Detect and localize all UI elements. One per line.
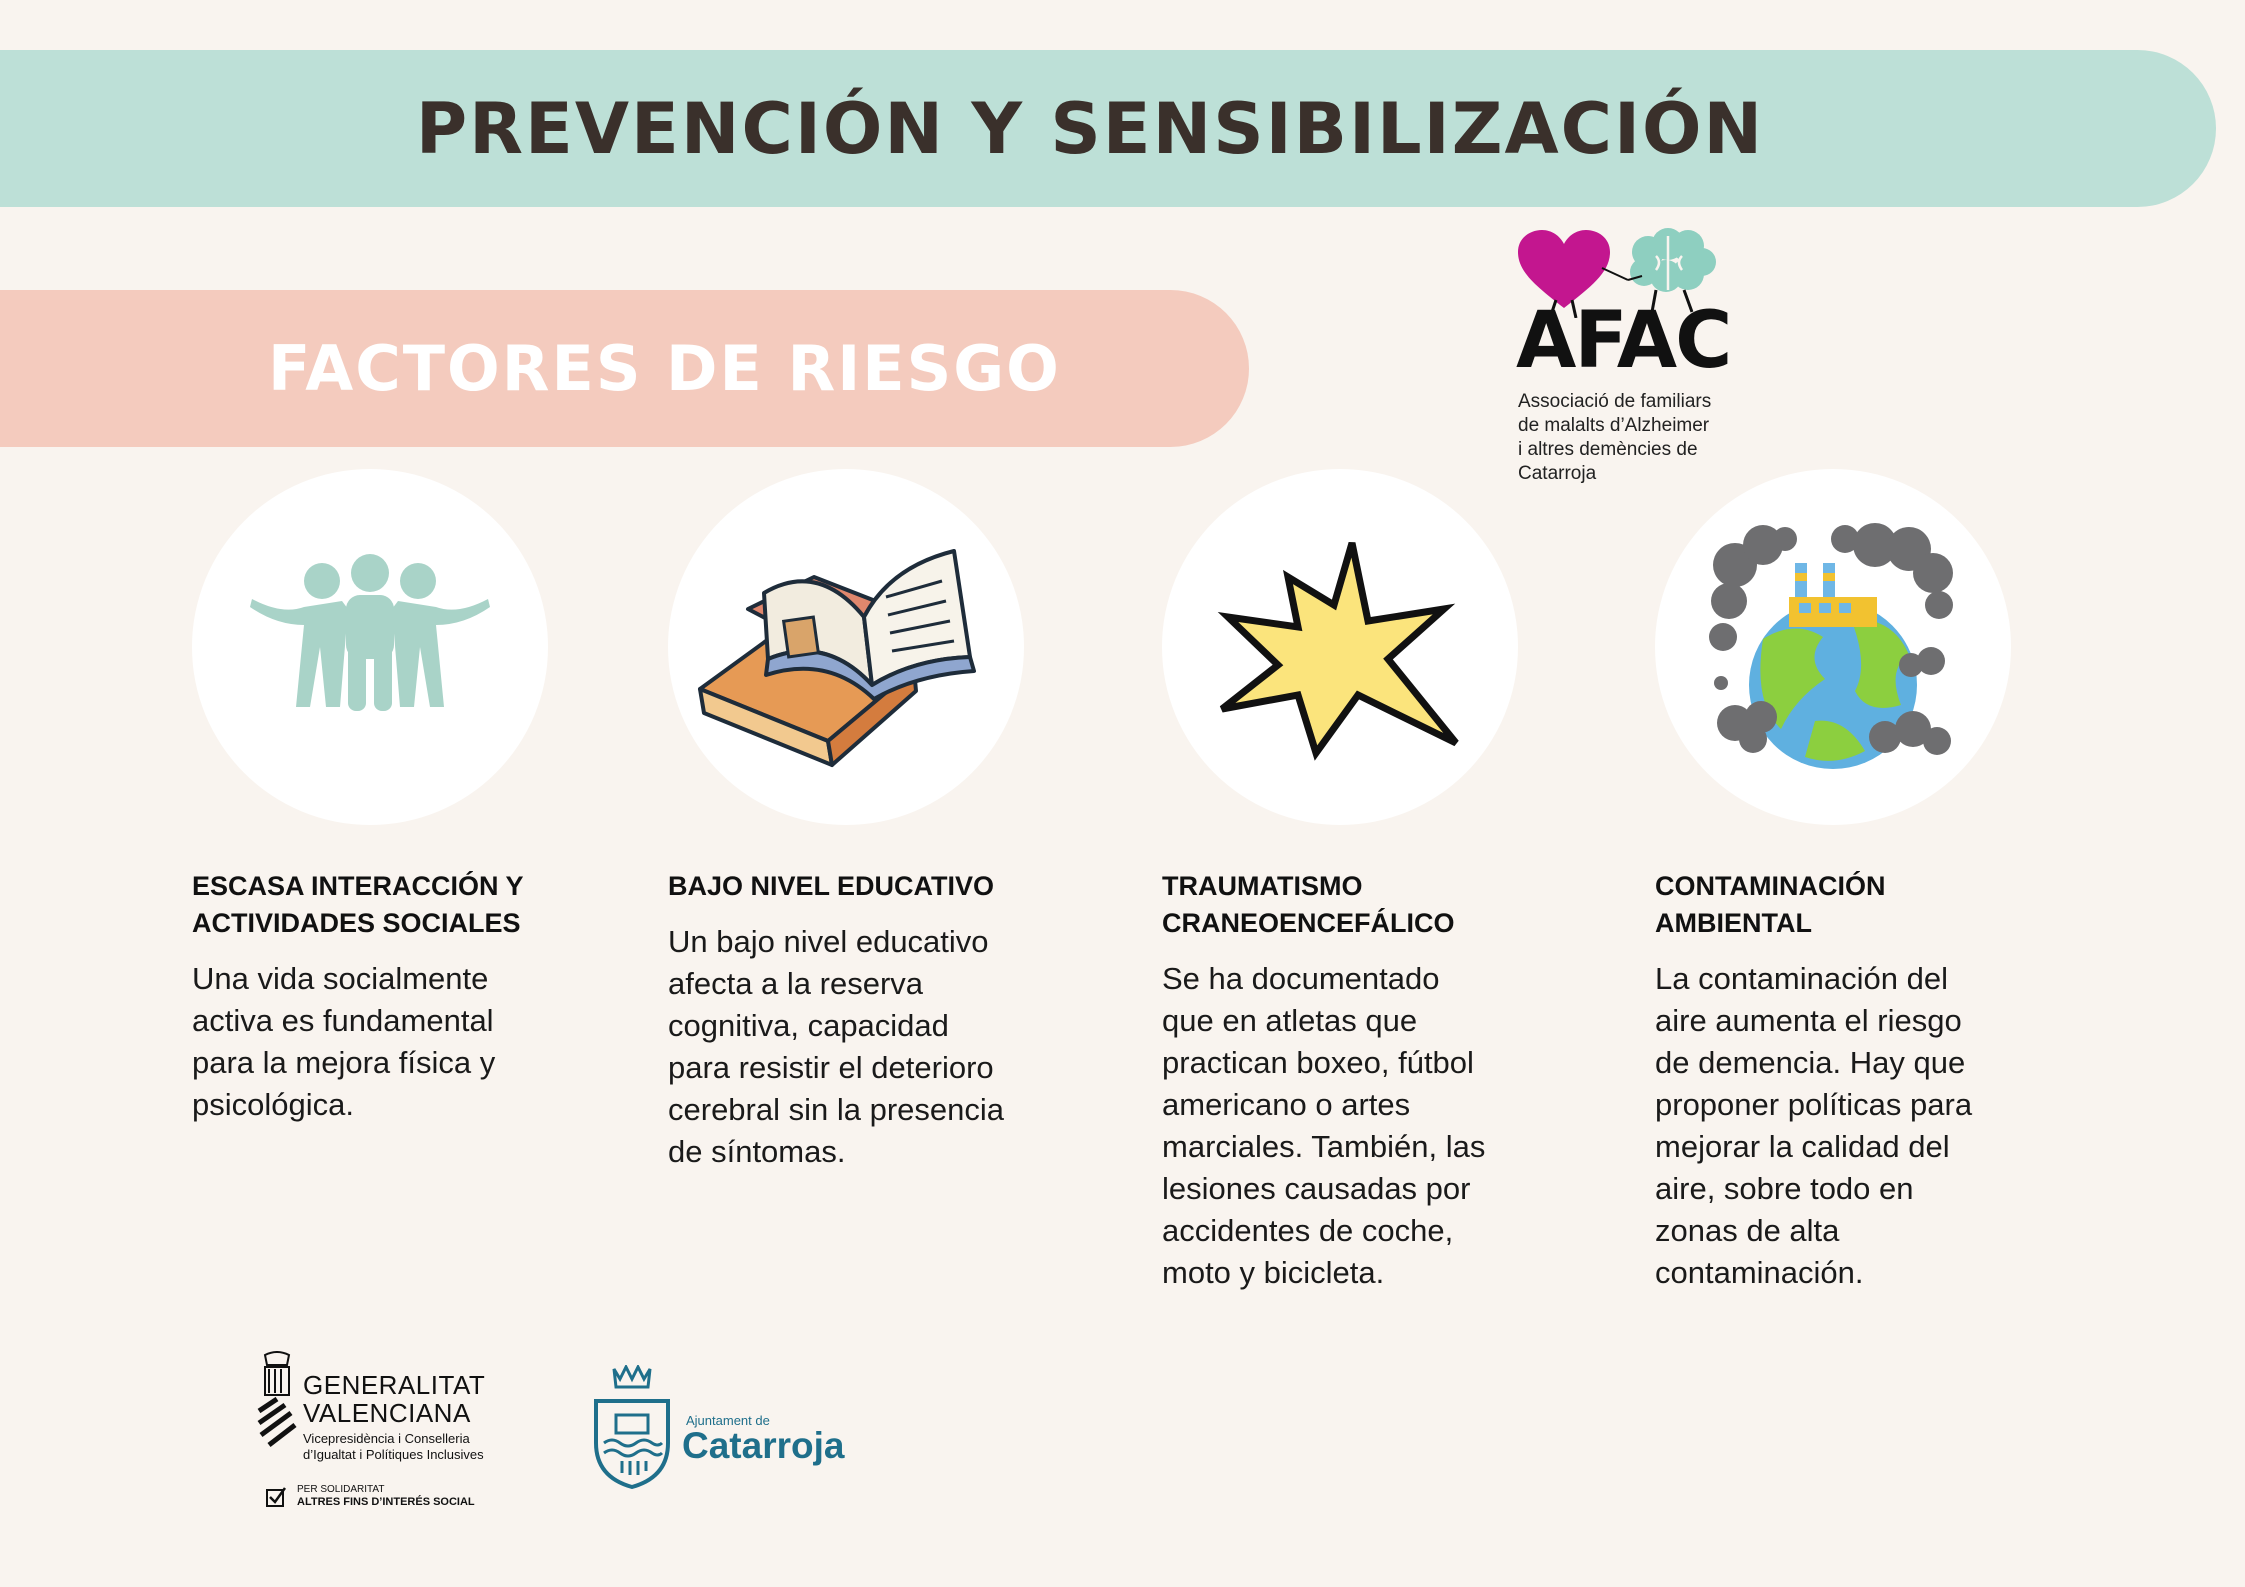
afac-subtitle: Associació de familiars de malalts d’Alzheimer i altres demències de Catarroja: [1518, 391, 1712, 484]
impact-burst-icon: [1162, 469, 1518, 825]
factor-title: BAJO NIVEL EDUCATIVO: [668, 871, 995, 901]
afac-wordmark: AFAC: [1516, 296, 1731, 386]
factor-icon-circle: [192, 469, 548, 825]
generalitat-department: Vicepresidència i Conselleria d’Igualtat i Polítiques Inclusives: [303, 1431, 484, 1462]
books-icon: [668, 469, 1024, 825]
solidarity-purpose: ALTRES FINS D’INTERÉS SOCIAL: [297, 1496, 475, 1508]
afac-logo: [1516, 228, 1756, 488]
catarroja-crest-icon: [590, 1365, 674, 1489]
factor-icon-circle: [668, 469, 1024, 825]
polluted-earth-icon: [1655, 469, 2011, 825]
factor-title: TRAUMATISMO CRANEOENCEFÁLICO: [1162, 871, 1455, 938]
group-people-icon: [192, 469, 548, 825]
factor-title: CONTAMINACIÓN AMBIENTAL: [1655, 871, 1886, 938]
ajuntament-catarroja-logo: [590, 1365, 850, 1495]
section-title: FACTORES DE RIESGO: [268, 332, 1061, 405]
factor-description: Un bajo nivel educativo afecta a la reserva cognitiva, capacidad para resistir el deterioro cerebral sin la presencia de síntomas.: [668, 924, 1005, 1169]
factor-icon-circle: [1162, 469, 1518, 825]
catarroja-name: Catarroja: [682, 1425, 845, 1466]
generalitat-name: GENERALITAT VALENCIANA: [303, 1370, 486, 1428]
generalitat-valenciana-logo: [255, 1345, 515, 1515]
page-title: PREVENCIÓN Y SENSIBILIZACIÓN: [415, 87, 1765, 170]
factor-description: Una vida socialmente activa es fundamental para la mejora física y psicológica.: [192, 961, 496, 1122]
checkbox-checked-icon: [265, 1486, 287, 1508]
ajuntament-label: Ajuntament de: [686, 1413, 770, 1428]
factor-description: Se ha documentado que en atletas que practican boxeo, fútbol americano o artes marciales. También, las lesiones causadas por accidentes de coche, moto y bicicleta.: [1162, 961, 1486, 1290]
solidarity-label: PER SOLIDARITAT: [297, 1484, 385, 1495]
factor-description: La contaminación del aire aumenta el riesgo de demencia. Hay que proponer políticas para mejorar la calidad del aire, sobre todo en zonas de alta contaminación.: [1655, 961, 1973, 1290]
factor-icon-circle: [1655, 469, 2011, 825]
coat-of-arms-icon: [255, 1351, 299, 1451]
factor-title: ESCASA INTERACCIÓN Y ACTIVIDADES SOCIALES: [192, 871, 524, 938]
